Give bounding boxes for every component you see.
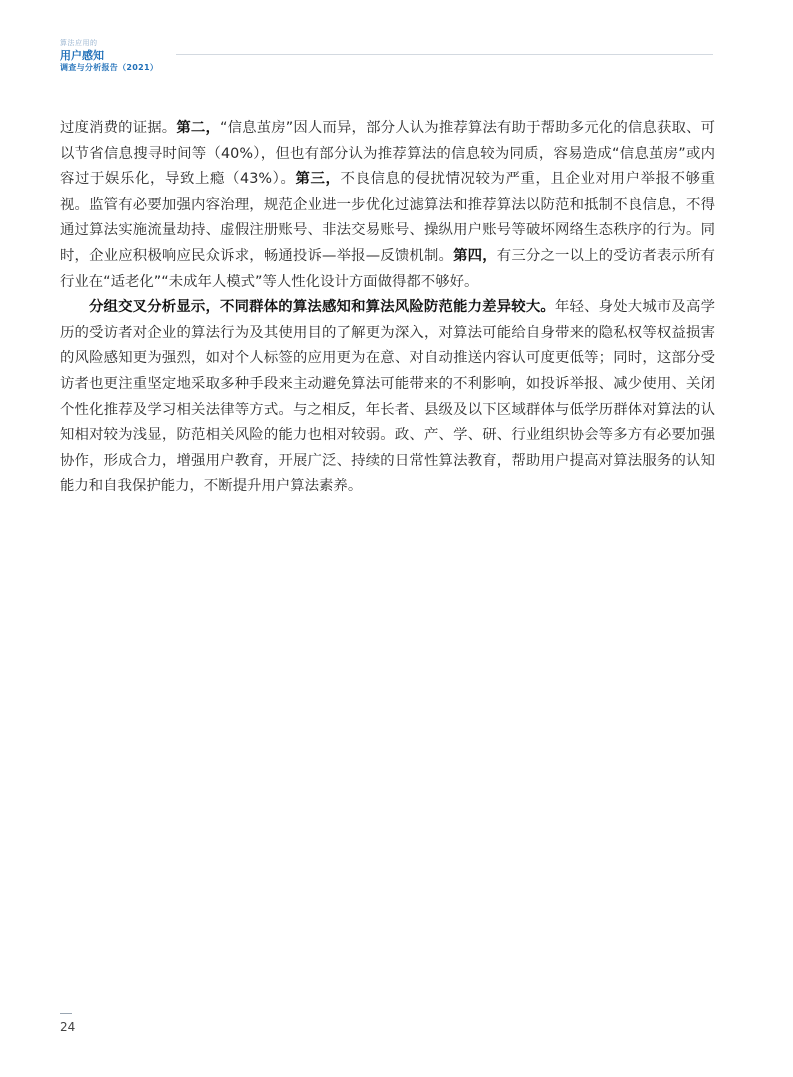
footer-rule xyxy=(60,1013,72,1014)
paragraph-1 xyxy=(60,116,715,295)
header-rule xyxy=(176,54,713,55)
header-kicker: 算法应用的 xyxy=(60,39,98,47)
header-subtitle: 调查与分析报告（2021） xyxy=(60,63,159,72)
header-title: 用户感知 xyxy=(60,49,104,62)
p1-run-1: 第二， xyxy=(176,120,220,136)
p1-run-3: 第三， xyxy=(295,171,341,188)
p2-run-1: 年轻、身处大城市及高学历的受访者对企业的算法行为及其使用目的了解更为深入，对算法可能给自身带来的隐私权等权益损害的风险感知更为强烈，如对个人标签的应用更为在意、对自动推送内容认可度更低等；同时，这部分受访者也更注重坚定地采取多种手段来主动避免算法可能带来的不利影响，如投诉举报、减少使用、关闭个性化推荐及学习相关法律等方式。与之相反，年长者、县级及以下区域群体与低学历群体对算法的认知相对较为浅显，防范相关风险的能力也相对较弱。政、产、学、研、行业组织协会等多方有必要加强协作，形成合力，增强用户教育，开展广泛、持续的日常性算法教育，帮助用户提高对算法服务的认知能力和自我保护能力，不断提升用户算法素养。 xyxy=(60,299,715,495)
p1-run-0: 过度消费的证据。 xyxy=(60,120,177,136)
page-number: 24 xyxy=(60,1020,76,1034)
p1-run-2: “信息茧房”因人而异，部分人认为推荐算法有助于帮助多元化的信息获取、可以节省信息搜寻时间等（40%），但也有部分认为推荐算法的信息较为同质，容易造成“信息茧房”或内容过于娱乐化，导致上瘾（43%）。 xyxy=(60,120,715,188)
p1-run-4: 不良信息的侵扰情况较为严重，且企业对用户举报不够重视。监管有必要加强内容治理，规范企业进一步优化过滤算法和推荐算法以防范和抵制不良信息，不得通过算法实施流量劫持、虚假注册账号、非法交易账号、操纵用户账号等破坏网络生态秩序的行为。同时，企业应积极响应民众诉求，畅通投诉—举报—反馈机制。 xyxy=(60,171,715,264)
p1-run-5: 第四， xyxy=(453,247,497,264)
running-header xyxy=(60,38,713,73)
p2-run-0: 分组交叉分析显示，不同群体的算法感知和算法风险防范能力差异较大。 xyxy=(89,299,555,316)
body-text xyxy=(60,116,715,500)
paragraph-2 xyxy=(60,295,715,500)
p1-run-6: 有三分之一以上的受访者表示所有行业在“适老化”“未成年人模式”等人性化设计方面做得都不够好。 xyxy=(60,247,715,290)
